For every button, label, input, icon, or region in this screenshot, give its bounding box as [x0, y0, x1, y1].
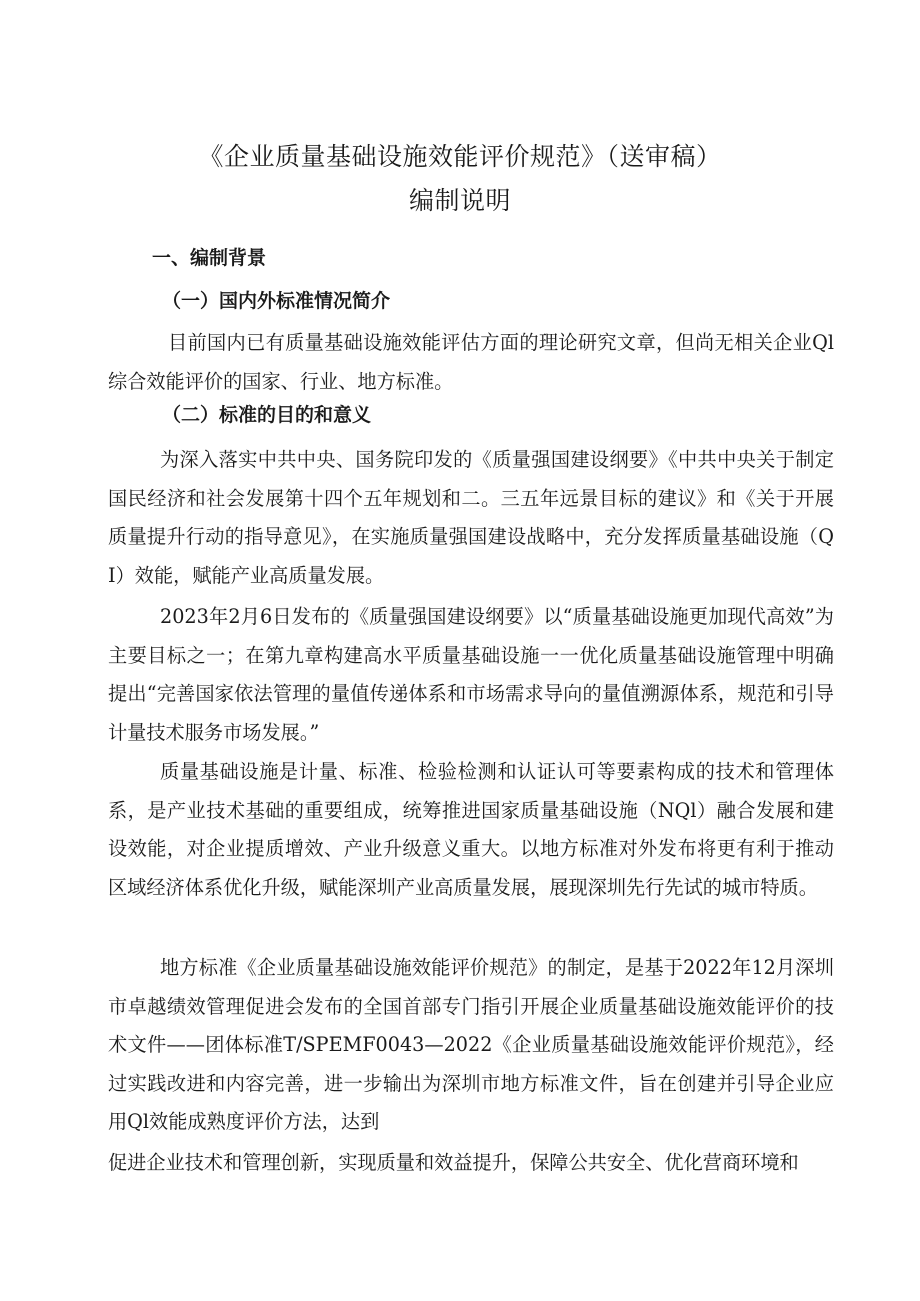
paragraph-purpose-3: 质量基础设施是计量、标准、检验检测和认证认可等要素构成的技术和管理体系，是产业技术基础的重要组成，统筹推进国家质量基础设施（NQl）融合发展和建设效能，对企业提质增效、产业升级意义重大。以地方标准对外发布将更有利于推动区域经济体系优化升级，赋能深圳产业高质量发展，展现深圳先行先试的城市特质。	[108, 760, 834, 899]
subsection-heading-standards-overview: （一）国内外标准情况简介	[162, 290, 391, 312]
section-heading-background: 一、编制背景	[152, 247, 267, 269]
subsection-heading-purpose: （二）标准的目的和意义	[162, 404, 372, 426]
paragraph-purpose-2: 2023年2月6日发布的《质量强国建设纲要》以“质量基础设施更加现代高效”为主要目标之一；在第九章构建高水平质量基础设施一一优化质量基础设施管理中明确提出“完善国家依法管理的量值传递体系和市场需求导向的量值溯源体系，规范和引导计量技术服务市场发展。”	[108, 605, 834, 744]
paragraph-purpose-5: 促进企业技术和管理创新，实现质量和效益提升，保障公共安全、优化营商环境和	[108, 1151, 799, 1174]
paragraph-purpose-4: 地方标准《企业质量基础设施效能评价规范》的制定，是基于2022年12月深圳市卓越绩效管理促进会发布的全国首部专门指引开展企业质量基础设施效能评价的技术文件——团体标准T/SPEMF0043—2022《企业质量基础设施效能评价规范》，经过实践改进和内容完善，进一步输出为深圳市地方标准文件，旨在创建并引导企业应用Ql效能成熟度评价方法，达到	[108, 956, 834, 1133]
paragraph-purpose-1: 为深入落实中共中央、国务院印发的《质量强国建设纲要》《中共中央关于制定国民经济和社会发展第十四个五年规划和二。三五年远景目标的建议》和《关于开展质量提升行动的指导意见》，在实施质量强国建设战略中，充分发挥质量基础设施（QI）效能，赋能产业高质量发展。	[108, 448, 834, 587]
paragraph-standards-overview: 目前国内已有质量基础设施效能评估方面的理论研究文章，但尚无相关企业Ql综合效能评价的国家、行业、地方标准。	[108, 331, 834, 393]
document-subtitle: 编制说明	[408, 186, 511, 215]
document-title: 《企业质量基础设施效能评价规范》（送审稿）	[198, 142, 722, 171]
